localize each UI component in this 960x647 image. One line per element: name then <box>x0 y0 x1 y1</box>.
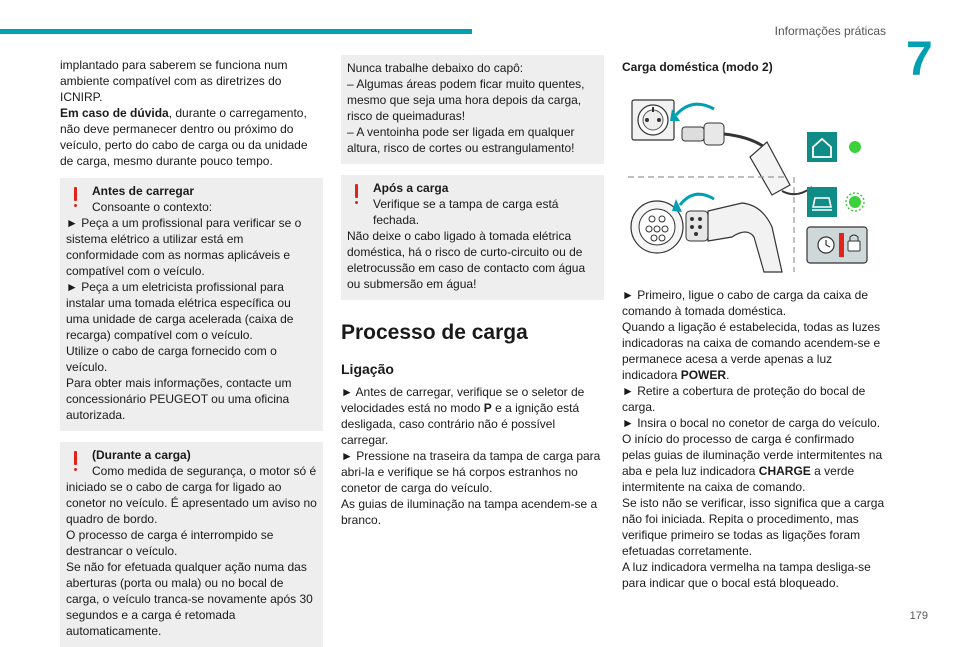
warning-box-before-charging <box>60 178 323 431</box>
plug-icon <box>682 123 767 149</box>
column-1 <box>60 57 323 647</box>
insert-arrow-icon <box>676 104 714 115</box>
charging-diagram-svg <box>622 87 885 277</box>
instruction-paragraph-1: ► Primeiro, ligue o cabo de carga da caixa de comando à tomada doméstica. Quando a ligação é estabelecida, todas as luzes indicadoras na caixa de comando acendem-se e permanece acesa a verde apenas a luz indicadora POWER. <box>622 288 881 382</box>
lock-indicator-icon <box>807 227 867 263</box>
warning-body: ► Peça a um profissional para verificar se o sistema elétrico a utilizar está em conformidade com as normas aplicáveis e compatível com o veículo. ► Peça a um eletricista profissional para instalar uma tomada elétrica específica ou uma unidade de carga acelerada (caixa de recarga) compatível com o veículo. Utilize o cabo de carga fornecido com o veículo. Para obter mais informações, contacte um concessionário PEUGEOT ou uma oficina autorizada. <box>66 216 302 422</box>
note-box-bonnet <box>341 55 604 164</box>
warning-line: Consoante o contexto: <box>92 200 213 214</box>
warning-box-after-charging <box>341 175 604 300</box>
charging-gun-icon <box>686 203 782 272</box>
doubt-text: , durante o carregamento, não deve permanecer dentro ou próximo do veículo, perto do cabo de carga ou da unidade de carga, mesmo durante pouco tempo. <box>60 106 308 168</box>
warning-box-during-charging <box>60 442 323 647</box>
insert-arrow-icon <box>680 194 714 205</box>
warning-title: (Durante a carga) <box>92 448 191 462</box>
page-header-title: Informações práticas <box>774 24 886 38</box>
warning-icon <box>71 451 80 473</box>
header-accent-bar <box>0 29 472 34</box>
charging-illustration <box>622 87 885 277</box>
wall-socket-icon <box>632 100 674 140</box>
control-box-icon <box>750 142 812 195</box>
warning-icon <box>71 187 80 209</box>
instruction-paragraph-2: ► Retire a cobertura de proteção do bocal de carga. ► Insira o bocal no conetor de carga do veículo. O início do processo de carga é confirmado pelas guias de iluminação verde intermitentes na aba e pela luz indicadora CHARGE a verde intermitente na caixa de comando. Se isto não se verificar, isso significa que a carga não foi iniciada. Repita o procedimento, mas verifique primeiro se todas as ligações foram efetuadas corretamente. A luz indicadora vermelha na tampa desliga-se para indicar que o bocal está bloqueado. <box>622 384 885 590</box>
page-number: 179 <box>909 610 928 622</box>
column-3 <box>622 57 885 591</box>
note-body: Nunca trabalhe debaixo do capô: – Algumas áreas podem ficar muito quentes, mesmo que seja uma hora depois da carga, risco de queimaduras! – A ventoinha pode ser ligada em qualquer altura, risco de cortes ou estrangulamento! <box>347 61 585 155</box>
section-title: Processo de carga <box>341 321 528 344</box>
doubt-paragraph <box>60 105 323 169</box>
warning-icon <box>352 184 361 206</box>
chapter-number: 7 <box>906 33 933 86</box>
intro-text: implantado para saberem se funciona num ambiente compatível com as diretrizes do ICNIRP. <box>60 58 288 104</box>
warning-body: iniciado se o cabo de carga for ligado ao conetor no veículo. É apresentado um aviso no quadro de bordo. O processo de carga é interrompido se destrancar o veículo. Se não for efetuada qualquer ação numa das aberturas (porta ou mala) ou no bocal de carga, o veículo tranca-se novamente após 30 segundos e a carga é retomada automaticamente. <box>66 480 317 638</box>
doubt-label: Em caso de dúvida <box>60 106 169 120</box>
home-indicator-icon <box>807 132 861 162</box>
warning-line: Verifique se a tampa de carga está fechada. <box>373 197 559 227</box>
vehicle-indicator-icon <box>807 187 864 217</box>
warning-line: Como medida de segurança, o motor só é <box>92 464 317 478</box>
column-2 <box>341 57 604 528</box>
warning-title: Antes de carregar <box>92 184 195 198</box>
mode-heading: Carga doméstica (modo 2) <box>622 60 773 74</box>
step-paragraph-2: ► Pressione na traseira da tampa de carga para abri-la e verifique se há corpos estranhos no conetor de carga do veículo. As guias de iluminação na tampa acendem-se a branco. <box>341 449 601 527</box>
step-paragraph: ► Antes de carregar, verifique se o seletor de velocidades está no modo P e a ignição está desligada, caso contrário não é possível carregar. <box>341 385 585 447</box>
subsection-title: Ligação <box>341 361 394 377</box>
warning-title: Após a carga <box>373 181 449 195</box>
warning-body: Não deixe o cabo ligado à tomada elétrica doméstica, há o risco de curto-circuito ou de eletrocussão em caso de contacto com água ou submersão em água! <box>347 229 586 291</box>
